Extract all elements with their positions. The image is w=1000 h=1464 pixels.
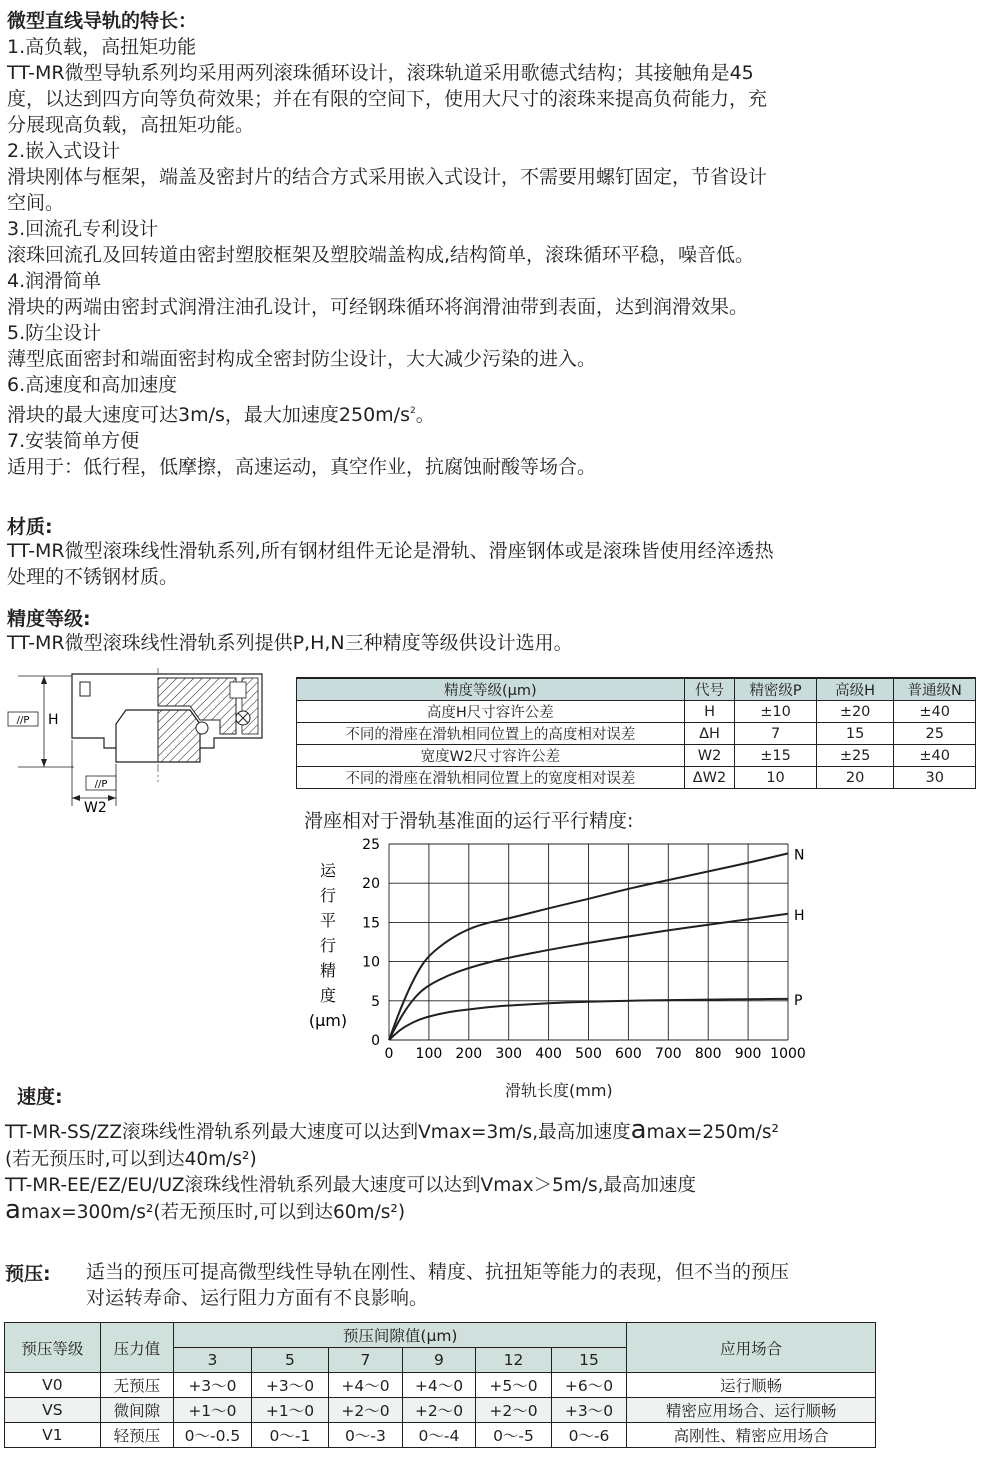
preload-cell: 微间隙: [100, 1398, 174, 1423]
y-tick-label: 20: [362, 876, 380, 893]
precision-cell: H: [684, 701, 735, 723]
feature-7-line-1: 适用于：低行程，低摩擦，高速运动，真空作业，抗腐蚀耐酸等场合。: [7, 456, 597, 478]
y-axis-label-char: 平: [319, 911, 337, 930]
feature-3-line-1: 滚珠回流孔及回转道由密封塑胶框架及塑胶端盖构成,结构简单，滚珠循环平稳，噪音低。: [7, 244, 755, 266]
preload-cell: +5～0: [476, 1373, 552, 1398]
preload-table: [4, 1322, 876, 1448]
preload-cell: +2～0: [402, 1398, 476, 1423]
precision-cell: 宽度W2尺寸容许公差: [297, 745, 685, 767]
speed-title: 速度:: [17, 1086, 63, 1108]
features-section: [7, 6, 987, 33]
preload-cell: V0: [5, 1373, 101, 1398]
preload-title: 预压:: [5, 1263, 51, 1285]
preload-cell: 精密应用场合、运行顺畅: [627, 1398, 876, 1423]
preload-cell: 0～-4: [402, 1423, 476, 1448]
y-tick-label: 5: [371, 993, 380, 1010]
preload-cell: 0～-3: [329, 1423, 403, 1448]
speed-line-1: TT-MR-SS/ZZ滚珠线性滑轨系列最大速度可以达到Vmax=3m/s,最高加速度amax=250m/s²: [5, 1115, 779, 1145]
preload-header-force: 压力值: [100, 1323, 174, 1373]
precision-cell: 7: [735, 723, 817, 745]
precision-line: TT-MR微型滚珠线性滑轨系列提供P,H,N三种精度等级供设计选用。: [7, 632, 573, 654]
y-axis-label-char: 行: [319, 886, 337, 905]
precision-row: [297, 701, 976, 723]
preload-cell: +6～0: [551, 1373, 627, 1398]
y-axis-label-char: (μm): [308, 1011, 348, 1030]
diagram-h-label: H: [48, 712, 59, 728]
precision-cell: 20: [816, 767, 894, 789]
preload-cell: 运行顺畅: [627, 1373, 876, 1398]
preload-line-2: 对运转寿命、运行阻力方面有不良影响。: [86, 1287, 429, 1309]
preload-cell: V1: [5, 1423, 101, 1448]
precision-cell: ±15: [735, 745, 817, 767]
preload-size: 3: [174, 1348, 252, 1373]
precision-cell: ΔW2: [684, 767, 735, 789]
precision-cell: ΔH: [684, 723, 735, 745]
precision-cell: ±40: [894, 701, 976, 723]
feature-6-heading: 6.高速度和高加速度: [7, 374, 178, 396]
precision-cell: ±40: [894, 745, 976, 767]
chart-xlabel: 滑轨长度(mm): [505, 1081, 613, 1100]
preload-size: 9: [402, 1348, 476, 1373]
preload-cell: +3～0: [174, 1373, 252, 1398]
feature-1-line-2: 度，以达到四方向等负荷效果；并在有限的空间下，使用大尺寸的滚珠来提高负荷能力，充: [7, 88, 768, 110]
feature-1-line-1: TT-MR微型导轨系列均采用两列滚珠循环设计，滚珠轨道采用歌德式结构；其接触角是45: [7, 62, 754, 84]
preload-cell: +1～0: [174, 1398, 252, 1423]
precision-row: [297, 723, 976, 745]
diagram-par-label-left: //P: [16, 715, 30, 726]
precision-row: [297, 745, 976, 767]
series-label-P: P: [794, 992, 803, 1009]
y-tick-label: 25: [362, 837, 380, 853]
preload-row: [5, 1423, 876, 1448]
y-axis-label-char: 行: [319, 936, 337, 955]
speed-line-2: (若无预压时,可以到达40m/s²): [5, 1148, 257, 1170]
precision-header-code: 代号: [684, 678, 735, 701]
precision-cell: ±10: [735, 701, 817, 723]
preload-cell: +3～0: [251, 1373, 329, 1398]
feature-2-line-1: 滑块刚体与框架，端盖及密封片的结合方式采用嵌入式设计，不需要用螺钉固定，节省设计: [7, 166, 768, 188]
features-body: [7, 34, 992, 480]
precision-cell: ±20: [816, 701, 894, 723]
preload-cell: 0～-5: [476, 1423, 552, 1448]
features-title: 微型直线导轨的特长：: [7, 10, 198, 32]
feature-6-line-1: 滑块的最大速度可达3m/s，最大加速度$250m/s^2$。: [7, 404, 435, 426]
speed-line-3: TT-MR-EE/EZ/EU/UZ滚珠线性滑轨系列最大速度可以达到Vmax＞5m/s,最高加速度: [5, 1175, 697, 1196]
preload-row: [5, 1373, 876, 1398]
feature-4-heading: 4.润滑简单: [7, 270, 102, 292]
preload-header-gap: 预压间隙值(μm): [174, 1323, 627, 1348]
parallelism-chart: [300, 834, 820, 1100]
feature-5-heading: 5.防尘设计: [7, 322, 102, 344]
material-body: [7, 538, 997, 590]
preload-row: [5, 1398, 876, 1423]
series-label-H: H: [794, 907, 805, 924]
preload-cell: 轻预压: [100, 1423, 174, 1448]
preload-size: 15: [551, 1348, 627, 1373]
preload-cell: VS: [5, 1398, 101, 1423]
preload-cell: +2～0: [329, 1398, 403, 1423]
x-tick-label: 900: [734, 1046, 762, 1062]
precision-cell: 不同的滑座在滑轨相同位置上的高度相对误差: [297, 723, 685, 745]
y-tick-label: 15: [362, 915, 380, 932]
speed-line-4: amax=300m/s²(若无预压时,可以到达60m/s²): [5, 1194, 406, 1225]
speed-body: [5, 1115, 1000, 1226]
preload-header-app: 应用场合: [627, 1323, 876, 1373]
preload-header-grade: 预压等级: [5, 1323, 101, 1373]
x-tick-label: 1000: [770, 1046, 806, 1062]
precision-cell: 高度H尺寸容许公差: [297, 701, 685, 723]
preload-cell: 无预压: [100, 1373, 174, 1398]
feature-5-line-1: 薄型底面密封和端面密封构成全密封防尘设计，大大减少污染的进入。: [7, 348, 597, 370]
y-axis-label-char: 精: [319, 961, 337, 980]
preload-line-1: 适当的预压可提高微型线性导轨在刚性、精度、抗扭矩等能力的表现，但不当的预压: [86, 1261, 790, 1283]
preload-cell: 0～-0.5: [174, 1423, 252, 1448]
feature-2-heading: 2.嵌入式设计: [7, 140, 121, 162]
precision-header-n: 普通级N: [894, 678, 976, 701]
precision-header-p: 精密级P: [735, 678, 817, 701]
x-tick-label: 500: [575, 1046, 602, 1062]
x-tick-label: 300: [495, 1046, 523, 1062]
diagram-par-label-bottom: //P: [94, 779, 108, 790]
preload-size: 7: [329, 1348, 403, 1373]
x-tick-label: 0: [384, 1046, 394, 1062]
x-tick-label: 600: [615, 1046, 642, 1062]
preload-size: 5: [251, 1348, 329, 1373]
y-tick-label: 10: [362, 954, 380, 971]
precision-header-grade: 精度等级(μm): [297, 678, 685, 701]
precision-cell: 10: [735, 767, 817, 789]
preload-cell: +4～0: [402, 1373, 476, 1398]
rail-section-diagram: [4, 664, 284, 824]
feature-1-heading: 1.高负载，高扭矩功能: [7, 36, 197, 58]
preload-cell: +3～0: [551, 1398, 627, 1423]
precision-row: [297, 767, 976, 789]
precision-cell: ±25: [816, 745, 894, 767]
x-tick-label: 700: [654, 1046, 682, 1062]
material-line-2: 处理的不锈钢材质。: [7, 566, 179, 588]
feature-3-heading: 3.回流孔专利设计: [7, 218, 159, 240]
preload-cell: 0～-6: [551, 1423, 627, 1448]
series-label-N: N: [794, 847, 805, 864]
precision-cell: 30: [894, 767, 976, 789]
diagram-w2-label: W2: [84, 800, 107, 816]
material-line-1: TT-MR微型滚珠线性滑轨系列,所有钢材组件无论是滑轨、滑座钢体或是滚珠皆使用经淬透热: [7, 540, 774, 562]
chart-title: 滑座相对于滑轨基准面的运行平行精度:: [304, 810, 634, 832]
preload-cell: +4～0: [329, 1373, 403, 1398]
x-tick-label: 200: [455, 1046, 483, 1062]
y-axis-label-char: 运: [319, 861, 337, 880]
preload-size: 12: [476, 1348, 552, 1373]
preload-cell: +2～0: [476, 1398, 552, 1423]
feature-1-line-3: 分展现高负载，高扭矩功能。: [7, 114, 255, 136]
feature-7-heading: 7.安装简单方便: [7, 430, 140, 452]
preload-cell: 0～-1: [251, 1423, 329, 1448]
x-tick-label: 800: [694, 1046, 722, 1062]
precision-cell: 25: [894, 723, 976, 745]
preload-cell: +1～0: [251, 1398, 329, 1423]
precision-cell: 不同的滑座在滑轨相同位置上的宽度相对误差: [297, 767, 685, 789]
y-axis-label-char: 度: [319, 986, 337, 1005]
precision-title: 精度等级:: [7, 608, 91, 630]
precision-cell: 15: [816, 723, 894, 745]
preload-cell: 高刚性、精密应用场合: [627, 1423, 876, 1448]
x-tick-label: 100: [415, 1046, 443, 1062]
feature-4-line-1: 滑块的两端由密封式润滑注油孔设计，可经钢珠循环将润滑油带到表面，达到润滑效果。: [7, 296, 749, 318]
preload-body: [86, 1259, 991, 1311]
precision-cell: W2: [684, 745, 735, 767]
y-tick-label: 0: [371, 1033, 380, 1049]
feature-2-line-2: 空间。: [7, 192, 65, 214]
precision-header-h: 高级H: [816, 678, 894, 701]
material-title: 材质:: [7, 516, 53, 538]
x-tick-label: 400: [535, 1046, 562, 1062]
precision-table: [296, 677, 976, 789]
